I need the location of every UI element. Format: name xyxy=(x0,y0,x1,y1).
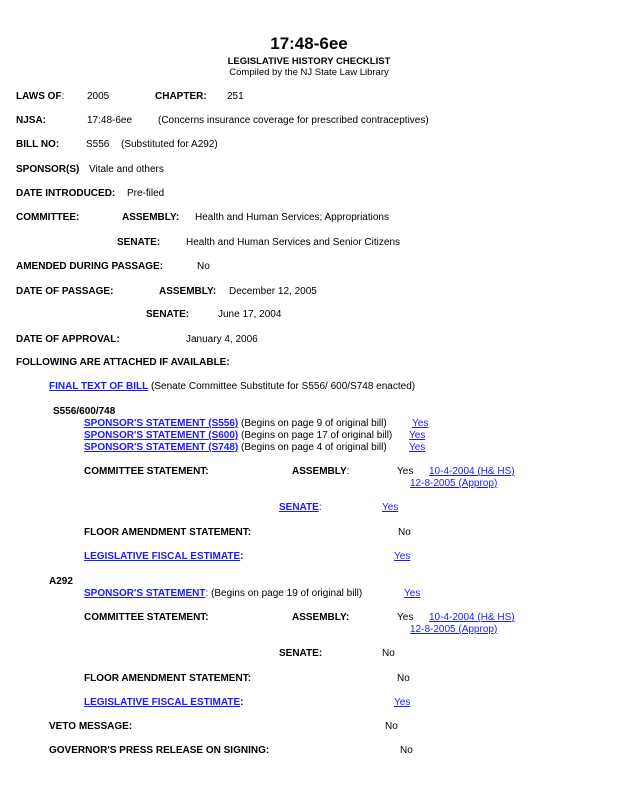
veto-label: VETO MESSAGE: xyxy=(49,721,133,732)
approval-label: DATE OF APPROVAL: xyxy=(16,334,120,345)
chapter-value: 251 xyxy=(227,91,244,102)
a292-assembly-label: ASSEMBLY: xyxy=(292,612,350,623)
sponsor-statement-s600-link[interactable]: SPONSOR'S STATEMENT (S600) xyxy=(84,430,239,441)
bill-no-note: (Substituted for A292) xyxy=(121,139,218,150)
committee-assembly-label: ASSEMBLY: xyxy=(122,212,180,223)
amended-label: AMENDED DURING PASSAGE: xyxy=(16,261,164,272)
sponsors-value: Vitale and others xyxy=(89,164,164,175)
final-text-row xyxy=(49,381,415,393)
a292-heading: A292 xyxy=(49,576,73,587)
page-subtitle: LEGISLATIVE HISTORY CHECKLIST xyxy=(227,56,391,67)
a292-sponsor-statement-link[interactable]: SPONSOR'S STATEMENT xyxy=(84,588,206,599)
veto-value: No xyxy=(385,721,398,732)
s556-fiscal-yes[interactable]: Yes xyxy=(394,551,411,562)
a292-sponsor-statement-yes[interactable]: Yes xyxy=(404,588,421,599)
passage-senate-value: June 17, 2004 xyxy=(218,309,282,320)
passage-assembly-label: ASSEMBLY: xyxy=(159,286,217,297)
a292-fiscal-link[interactable]: LEGISLATIVE FISCAL ESTIMATE xyxy=(84,697,241,708)
njsa-description: (Concerns insurance coverage for prescribed contraceptives) xyxy=(158,115,429,126)
governor-label: GOVERNOR'S PRESS RELEASE ON SIGNING: xyxy=(49,745,270,756)
sponsor-statement-s600-yes[interactable]: Yes xyxy=(409,430,426,441)
sponsor-statement-s556-link[interactable]: SPONSOR'S STATEMENT (S556) xyxy=(84,418,239,429)
a292-assembly-link-hhs[interactable]: 10-4-2004 (H& HS) xyxy=(429,612,515,623)
s556-assembly-label: ASSEMBLY: xyxy=(292,466,350,477)
s556-assembly-link-hhs[interactable]: 10-4-2004 (H& HS) xyxy=(429,466,515,477)
passage-senate-label: SENATE: xyxy=(146,309,190,320)
attached-heading: FOLLOWING ARE ATTACHED IF AVAILABLE: xyxy=(16,357,230,368)
amended-value: No xyxy=(197,261,210,272)
date-introduced-value: Pre-filed xyxy=(127,188,165,199)
committee-assembly-value: Health and Human Services; Appropriations xyxy=(195,212,389,223)
s556-floor-value: No xyxy=(398,527,411,538)
s600-sponsor-row: SPONSOR'S STATEMENT (S600) (Begins on page 17 of original bill) xyxy=(84,430,393,441)
committee-label: COMMITTEE: xyxy=(16,212,80,223)
njsa-value: 17:48-6ee xyxy=(87,115,133,126)
s556-senate-label: SENATE: xyxy=(279,502,322,513)
chapter-label: CHAPTER: xyxy=(155,91,207,102)
laws-of-label: LAWS OF: xyxy=(16,91,65,102)
s556-floor-label: FLOOR AMENDMENT STATEMENT: xyxy=(84,527,252,538)
a292-sponsor-row: SPONSOR'S STATEMENT: (Begins on page 19 of original bill) xyxy=(84,588,363,599)
s556-committee-label: COMMITTEE STATEMENT: xyxy=(84,466,209,477)
page-title: 17:48-6ee xyxy=(270,34,348,53)
a292-assembly-link-approp[interactable]: 12-8-2005 (Approp) xyxy=(410,624,498,635)
committee-senate-label: SENATE: xyxy=(117,237,161,248)
sponsor-statement-s556-yes[interactable]: Yes xyxy=(412,418,429,429)
approval-value: January 4, 2006 xyxy=(186,334,258,345)
a292-assembly-value: Yes xyxy=(397,612,414,623)
a292-senate-value: No xyxy=(382,648,395,659)
bill-no-label: BILL NO: xyxy=(16,139,60,150)
s748-sponsor-row: SPONSOR'S STATEMENT (S748) (Begins on page 4 of original bill) xyxy=(84,442,387,453)
compiled-by: Compiled by the NJ State Law Library xyxy=(229,67,389,78)
a292-floor-label: FLOOR AMENDMENT STATEMENT: xyxy=(84,673,252,684)
passage-label: DATE OF PASSAGE: xyxy=(16,286,114,297)
committee-senate-value: Health and Human Services and Senior Citizens xyxy=(186,237,400,248)
s556-heading: S556/600/748 xyxy=(53,406,116,417)
passage-assembly-value: December 12, 2005 xyxy=(229,286,317,297)
date-introduced-label: DATE INTRODUCED: xyxy=(16,188,116,199)
s556-assembly-link-approp[interactable]: 12-8-2005 (Approp) xyxy=(410,478,498,489)
a292-committee-label: COMMITTEE STATEMENT: xyxy=(84,612,209,623)
sponsor-statement-s748-yes[interactable]: Yes xyxy=(409,442,426,453)
sponsors-label: SPONSOR(S) xyxy=(16,164,80,175)
governor-value: No xyxy=(400,745,413,756)
s556-senate-link[interactable]: SENATE xyxy=(279,502,319,513)
sponsor-statement-s748-link[interactable]: SPONSOR'S STATEMENT (S748) xyxy=(84,442,239,453)
s556-senate-yes[interactable]: Yes xyxy=(382,502,399,513)
s556-fiscal-link[interactable]: LEGISLATIVE FISCAL ESTIMATE xyxy=(84,551,241,562)
laws-of-value: 2005 xyxy=(87,91,110,102)
a292-senate-label: SENATE: xyxy=(279,648,323,659)
a292-fiscal-yes[interactable]: Yes xyxy=(394,697,411,708)
s556-assembly-value: Yes xyxy=(397,466,414,477)
njsa-label: NJSA: xyxy=(16,115,47,126)
s556-fiscal-row: LEGISLATIVE FISCAL ESTIMATE: xyxy=(84,551,244,562)
a292-fiscal-row: LEGISLATIVE FISCAL ESTIMATE: xyxy=(84,697,244,708)
s556-sponsor-row: SPONSOR'S STATEMENT (S556) (Begins on page 9 of original bill) xyxy=(84,418,387,429)
final-text-link[interactable]: FINAL TEXT OF BILL xyxy=(49,381,149,392)
final-text-note: (Senate Committee Substitute for S556/ 600/S748 enacted) xyxy=(148,381,416,392)
a292-floor-value: No xyxy=(397,673,410,684)
bill-no-value: S556 xyxy=(86,139,110,150)
